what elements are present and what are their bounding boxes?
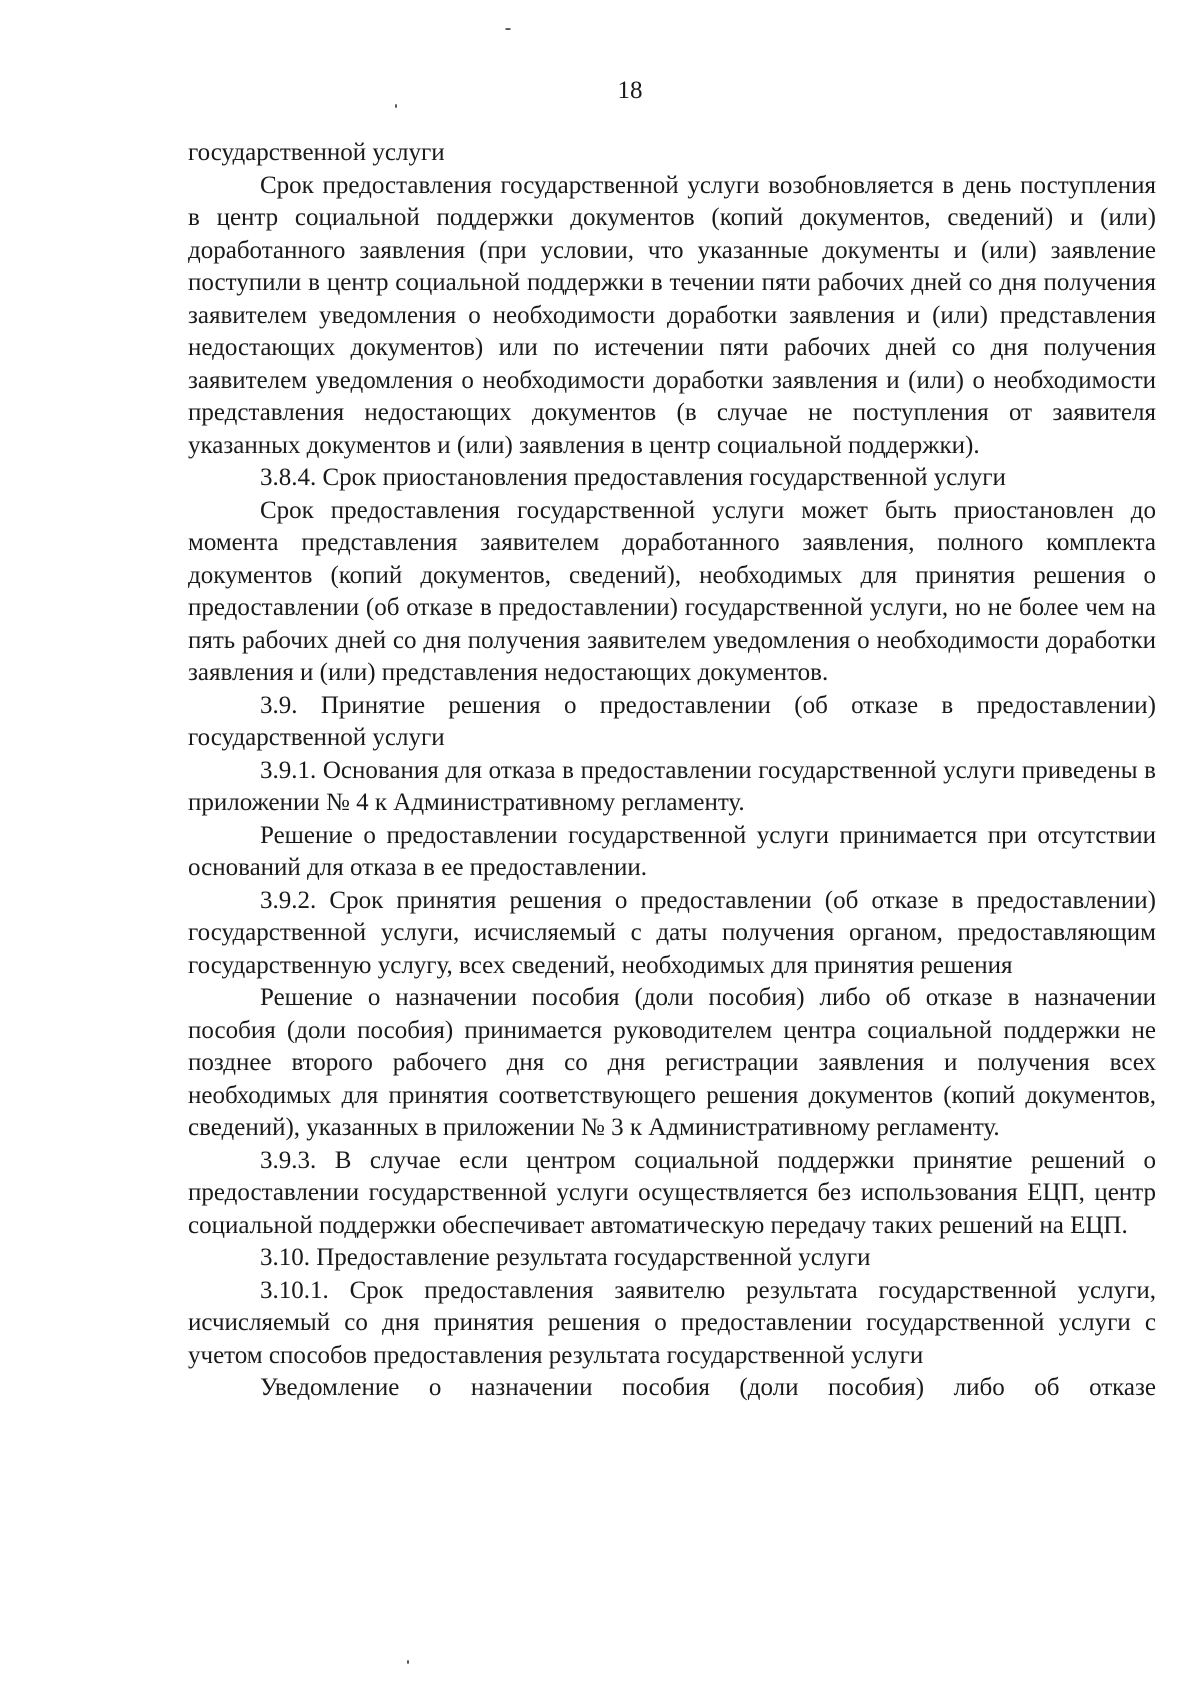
paragraph: 3.9.3. В случае если центром социальной поддержки принятие решений о предоставлении государственной услуги осуществляется без использования ЕЦП, центр социальной поддержки обеспечивает автоматическую передачу таких решений на ЕЦП. [188,1146,1156,1239]
paragraph: 3.10.1. Срок предоставления заявителю результата государственной услуги, исчисляемый со дня принятия решения о предоставлении государственной услуги с учетом способов предоставления результата государственной услуги [188,1276,1156,1369]
section-heading: 3.10. Предоставление результата государственной услуги [260,1244,871,1271]
paragraph: 3.9.1. Основания для отказа в предоставлении государственной услуги приведены в приложении № 4 к Административному регламенту. [188,756,1156,816]
paragraph: Решение о предоставлении государственной услуги принимается при отсутствии оснований для отказа в ее предоставлении. [188,821,1156,881]
page-number: 18 [617,77,643,104]
paragraph-continued: Уведомление о назначении пособия (доли пособия) либо об отказе [260,1374,1156,1401]
paragraph: государственной услуги [188,139,445,166]
paragraph: Срок предоставления государственной услуги возобновляется в день поступления в центр социальной поддержки документов (копий документов, сведений) и (или) доработанного заявления (при условии, что указанные документы и (или) заявление поступили в центр социальной поддержки в течении пяти рабочих дней со дня получения заявителем уведомления о необходимости доработки заявления и (или) представления недостающих документов) или по истечении пяти рабочих дней со дня получения заявителем уведомления о необходимости доработки заявления и (или) о необходимости представления недостающих документов (в случае не поступления от заявителя указанных документов и (или) заявления в центр социальной поддержки). [188,171,1156,459]
paragraph: 3.9.2. Срок принятия решения о предоставлении (об отказе в предоставлении) государственной услуги, исчисляемый с даты получения органом, предоставляющим государственную услугу, всех сведений, необходимых для принятия решения [188,886,1156,979]
paragraph: Решение о назначении пособия (доли пособия) либо об отказе в назначении пособия (доли пособия) принимается руководителем центра социальной поддержки не позднее второго рабочего дня со дня регистрации заявления и получения всех необходимых для принятия соответствующего решения документов (копий документов, сведений), указанных в приложении № 3 к Административному регламенту. [188,984,1156,1141]
scan-speck [407,1660,409,1664]
scan-speck [395,104,397,108]
section-heading: 3.9. Принятие решения о предоставлении (об отказе в предоставлении) государственной услуги [188,691,1156,751]
scan-speck [505,28,511,30]
section-heading: 3.8.4. Срок приостановления предоставления государственной услуги [260,464,1006,491]
document-body [188,137,1156,1405]
paragraph: Срок предоставления государственной услуги может быть приостановлен до момента представления заявителем доработанного заявления, полного комплекта документов (копий документов, сведений), необходимых для принятия решения о предоставлении (об отказе в предоставлении) государственной услуги, но не более чем на пять рабочих дней со дня получения заявителем уведомления о необходимости доработки заявления и (или) представления недостающих документов. [188,496,1156,686]
